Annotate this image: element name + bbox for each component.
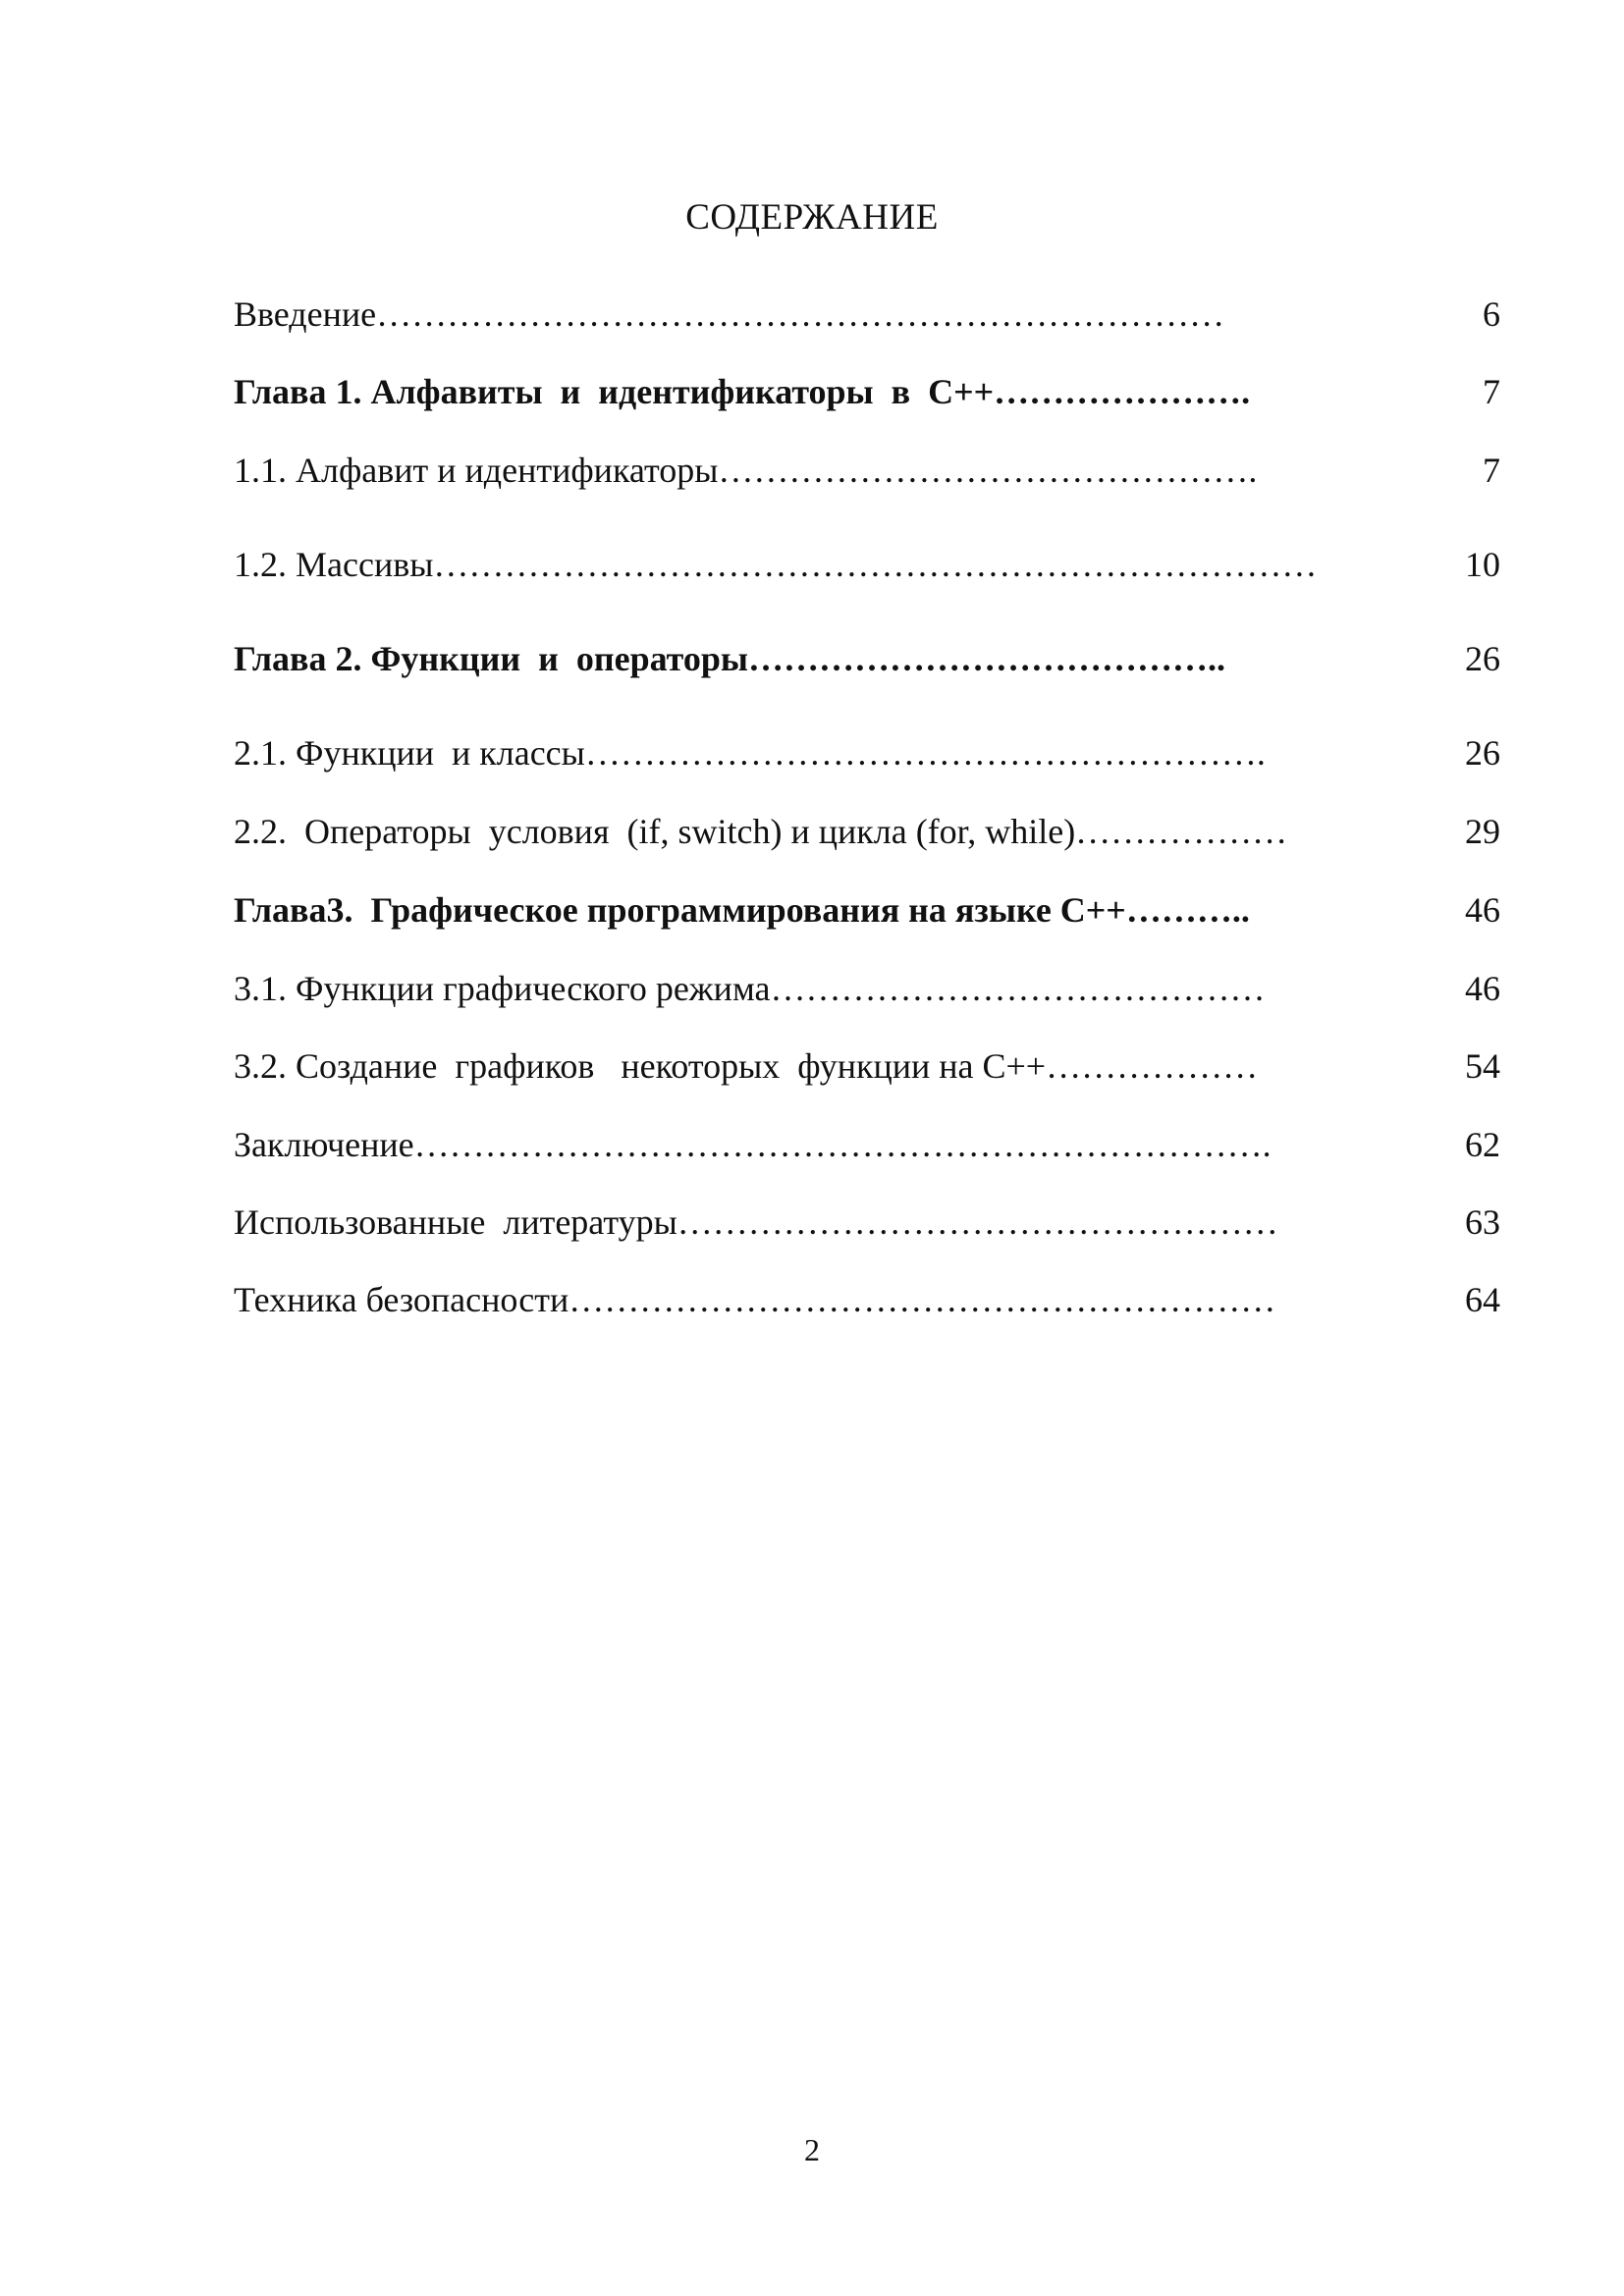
toc-entry-text: Глава 2. Функции и операторы………………………………….. bbox=[234, 639, 1226, 678]
toc-entry-text: Техника безопасности…………………………………………………… bbox=[234, 1280, 1276, 1319]
toc-entry-page: 54 bbox=[1465, 1046, 1500, 1086]
toc-entry-section-1-2 bbox=[234, 541, 1500, 588]
toc-entry-text: Введение……………………………………………………………… bbox=[234, 294, 1225, 334]
toc-entry-chapter-2 bbox=[234, 635, 1500, 682]
toc-entry-page: 6 bbox=[1483, 294, 1500, 334]
toc-entry-page: 46 bbox=[1465, 890, 1500, 930]
toc-entry-text: Заключение………………………………………………………………. bbox=[234, 1125, 1272, 1164]
toc-entry-text: Использованные литературы…………………………………………… bbox=[234, 1202, 1278, 1242]
toc-entry-text: 3.2. Создание графиков некоторых функции на С++……………… bbox=[234, 1046, 1259, 1086]
toc-entry-page: 64 bbox=[1465, 1280, 1500, 1319]
toc-entry-section-2-1 bbox=[234, 729, 1500, 776]
toc-entry-text: Глава3. Графическое программирования на языке С++……….. bbox=[234, 890, 1250, 930]
toc-entry-page: 29 bbox=[1465, 812, 1500, 851]
toc-entry-references bbox=[234, 1199, 1500, 1246]
toc-entry-text: 2.1. Функции и классы…………………………………………………. bbox=[234, 733, 1266, 773]
toc-entry-page: 46 bbox=[1465, 969, 1500, 1008]
toc-entry-introduction bbox=[234, 291, 1500, 338]
toc-entry-page: 63 bbox=[1465, 1202, 1500, 1242]
toc-entry-chapter-1 bbox=[234, 368, 1500, 415]
toc-entry-section-3-1 bbox=[234, 965, 1500, 1012]
toc-entry-safety bbox=[234, 1276, 1500, 1323]
toc-entry-page: 7 bbox=[1483, 372, 1500, 411]
page-number: 2 bbox=[804, 2132, 820, 2167]
toc-entry-section-3-2 bbox=[234, 1042, 1500, 1090]
toc-entry-text: Глава 1. Алфавиты и идентификаторы в С++…………………. bbox=[234, 372, 1251, 411]
toc-entry-section-2-2 bbox=[234, 808, 1500, 855]
toc-entry-text: 2.2. Операторы условия (if, switch) и цикла (for, while)……………… bbox=[234, 812, 1288, 851]
toc-entry-page: 26 bbox=[1465, 639, 1500, 678]
toc-entry-chapter-3 bbox=[234, 886, 1500, 934]
toc-entry-text: 3.1. Функции графического режима…………………………………… bbox=[234, 969, 1266, 1008]
toc-entry-page: 26 bbox=[1465, 733, 1500, 773]
toc-entry-page: 7 bbox=[1483, 451, 1500, 490]
toc-entry-section-1-1 bbox=[234, 447, 1500, 494]
toc-entry-conclusion bbox=[234, 1121, 1500, 1168]
toc-title: СОДЕРЖАНИЕ bbox=[685, 197, 939, 238]
toc-entry-page: 62 bbox=[1465, 1125, 1500, 1164]
toc-entry-page: 10 bbox=[1465, 545, 1500, 584]
toc-entry-text: 1.2. Массивы………………………………………………………………… bbox=[234, 545, 1318, 584]
toc-entry-text: 1.1. Алфавит и идентификаторы………………………………………. bbox=[234, 451, 1258, 490]
